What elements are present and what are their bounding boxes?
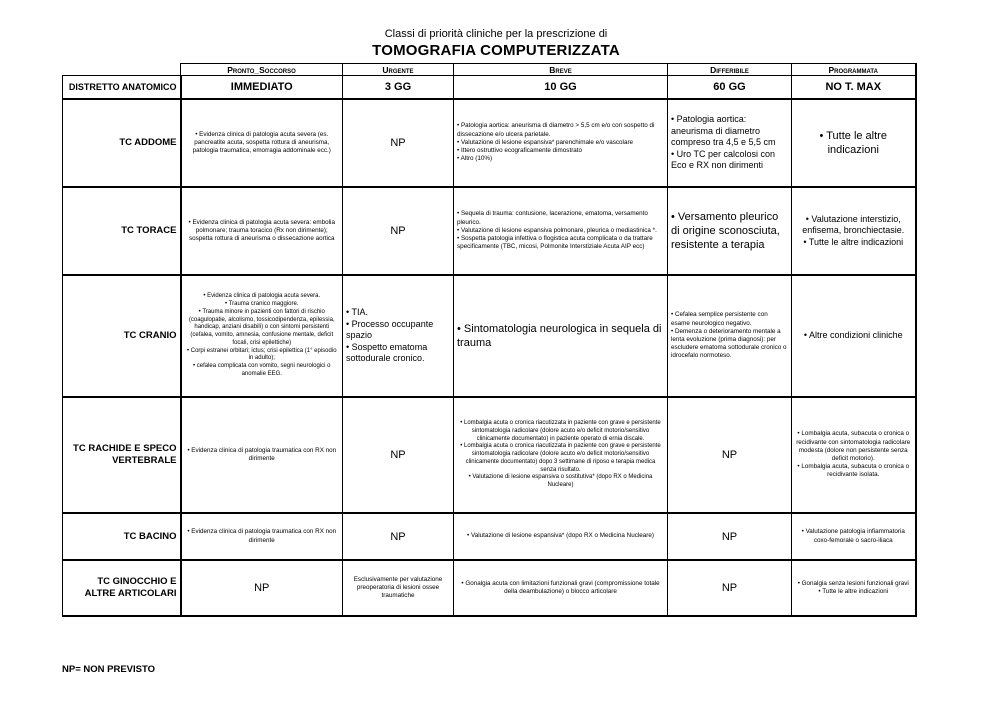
priority-table	[62, 63, 917, 617]
time-pronto: IMMEDIATO	[181, 76, 343, 100]
cell-urgente: NP	[343, 513, 454, 560]
cell-programmata: • Tutte le altre indicazioni	[792, 99, 916, 187]
cell-programmata: • Lombalgia acuta, subacuta o cronica o recidivante con sintomatologia radicolare modesta (dolore non persistente senza deficit motorio). • Lombalgia acuta, subacuta o cronica o recidivante isolata.	[792, 397, 916, 513]
cell-programmata: • Valutazione interstizio, enfisema, bronchiectasie. • Tutte le altre indicazioni	[792, 187, 916, 275]
cell-pronto: • Evidenza clinica di patologia traumatica con RX non dirimente	[181, 513, 343, 560]
cell-programmata: • Altre condizioni cliniche	[792, 275, 916, 397]
row-label: TC ADDOME	[63, 99, 181, 187]
document-title: TOMOGRAFIA COMPUTERIZZATA	[372, 42, 620, 59]
table-row	[63, 513, 916, 560]
header-pronto: Pronto_Soccorso	[181, 64, 343, 76]
cell-urgente: NP	[343, 187, 454, 275]
time-breve: 10 GG	[454, 76, 668, 100]
header-time-row	[63, 76, 916, 100]
cell-programmata: • Valutazione patologia infiammatoria coxo-femorale o sacro-iliaca	[792, 513, 916, 560]
cell-pronto: NP	[181, 560, 343, 616]
row-label: TC TORACE	[63, 187, 181, 275]
footnote: NP= NON PREVISTO	[62, 664, 156, 675]
cell-pronto: • Evidenza clinica di patologia acuta severa. • Trauma cranico maggiore. • Trauma minore in pazienti con fattori di rischio (coagulopatie, alcolismo, tossicodipendenza, epilessia, handicap, anziani disabili) o con sintomi persistenti (cefalea, vomito, amnesia, confusione mentale, deficit focali, crisi epilettiche) • Corpi estranei orbitari; ictus; crisi epilettica (1° episodio in adulto); • cefalea complicata con vomito, segni neurologici o anomalie EEG.	[181, 275, 343, 397]
table-row	[63, 187, 916, 275]
row-label: TC RACHIDE E SPECO VERTEBRALE	[63, 397, 181, 513]
header-differibile: Differibile	[668, 64, 792, 76]
table-row	[63, 99, 916, 187]
header-urgente: Urgente	[343, 64, 454, 76]
cell-urgente: NP	[343, 397, 454, 513]
cell-urgente: NP	[343, 99, 454, 187]
header-class-row	[63, 64, 916, 76]
cell-breve: • Gonalgia acuta con limitazioni funzionali gravi (compromissione totale della deambulazione) o blocco articolare	[454, 560, 668, 616]
row-label: TC BACINO	[63, 513, 181, 560]
table-row	[63, 275, 916, 397]
cell-pronto: • Evidenza clinica di patologia traumatica con RX non dirimente	[181, 397, 343, 513]
header-corner	[63, 64, 181, 76]
cell-differibile: • Patologia aortica: aneurisma di diametro compreso tra 4,5 e 5,5 cm • Uro TC per calcolosi con Eco e RX non dirimenti	[668, 99, 792, 187]
cell-differibile: • Versamento pleurico di origine sconosciuta, resistente a terapia	[668, 187, 792, 275]
time-programmata: NO T. MAX	[792, 76, 916, 100]
table-row	[63, 397, 916, 513]
cell-programmata: • Gonalgia senza lesioni funzionali gravi • Tutte le altre indicazioni	[792, 560, 916, 616]
row-label: TC GINOCCHIO E ALTRE ARTICOLARI	[63, 560, 181, 616]
document-subtitle: Classi di priorità cliniche per la prescrizione di	[384, 28, 608, 40]
cell-differibile: • Cefalea semplice persistente con esame neurologico negativo. • Demenza o deterioramento mentale a lenta evoluzione (prima diagnosi): per escludere ematoma sottodurale cronico o idrocefalo normoteso.	[668, 275, 792, 397]
cell-breve: • Patologia aortica: aneurisma di diametro > 5,5 cm e/o con sospetto di dissecazione e/o ulcera parietale. • Valutazione di lesione espansiva* parenchimale e/o vascolare • Ittero ostruttivo ecograficamente dimostrato • Altro (10%)	[454, 99, 668, 187]
cell-breve: • Lombalgia acuta o cronica riacutizzata in paziente con grave e persistente sintomatologia radicolare (dolore acuto e/o deficit motorio/sensitivo clinicamente documentato) in paziente operato di ernia discale. • Lombalgia acuta o cronica riacutizzata in paziente con grave e persistente sintomatologia radicolare (dolore acuto e/o deficit motorio/sensitivo clinicamente documentato) dopo 3 settimane di riposo e terapia medica senza risultato. • Valutazione di lesione espansiva o sostitutiva* (dopo RX o Medicina Nucleare)	[454, 397, 668, 513]
time-urgente: 3 GG	[343, 76, 454, 100]
time-differibile: 60 GG	[668, 76, 792, 100]
cell-differibile: NP	[668, 397, 792, 513]
cell-pronto: • Evidenza clinica di patologia acuta severa (es. pancreatite acuta, sospetta rottura di aneurisma, patologia traumatica, emorragia addominale ecc.)	[181, 99, 343, 187]
row-label: TC CRANIO	[63, 275, 181, 397]
cell-breve: • Sintomatologia neurologica in sequela di trauma	[454, 275, 668, 397]
table-row	[63, 560, 916, 616]
cell-breve: • Valutazione di lesione espansiva* (dopo RX o Medicina Nucleare)	[454, 513, 668, 560]
cell-urgente: Esclusivamente per valutazione preoperatoria di lesioni ossee traumatiche	[343, 560, 454, 616]
cell-urgente: • TIA. • Processo occupante spazio • Sospetto ematoma sottodurale cronico.	[343, 275, 454, 397]
cell-differibile: NP	[668, 560, 792, 616]
header-breve: Breve	[454, 64, 668, 76]
header-programmata: Programmata	[792, 64, 916, 76]
cell-pronto: • Evidenza clinica di patologia acuta severa: embolia polmonare; trauma toracico (Rx non dirimente); sospetta rottura di aneurisma o dissecazione aortica	[181, 187, 343, 275]
cell-breve: • Sequela di trauma: contusione, lacerazione, ematoma, versamento pleurico. • Valutazione di lesione espansiva polmonare, pleurica o mediastinica *. • Sospetta patologia infettiva o flogistica acuta complicata o da trattare specificamente (TBC, micosi, Polmonite Interstiziale Acuta AIP ecc)	[454, 187, 668, 275]
header-row-label: DISTRETTO ANATOMICO	[63, 76, 181, 100]
cell-differibile: NP	[668, 513, 792, 560]
